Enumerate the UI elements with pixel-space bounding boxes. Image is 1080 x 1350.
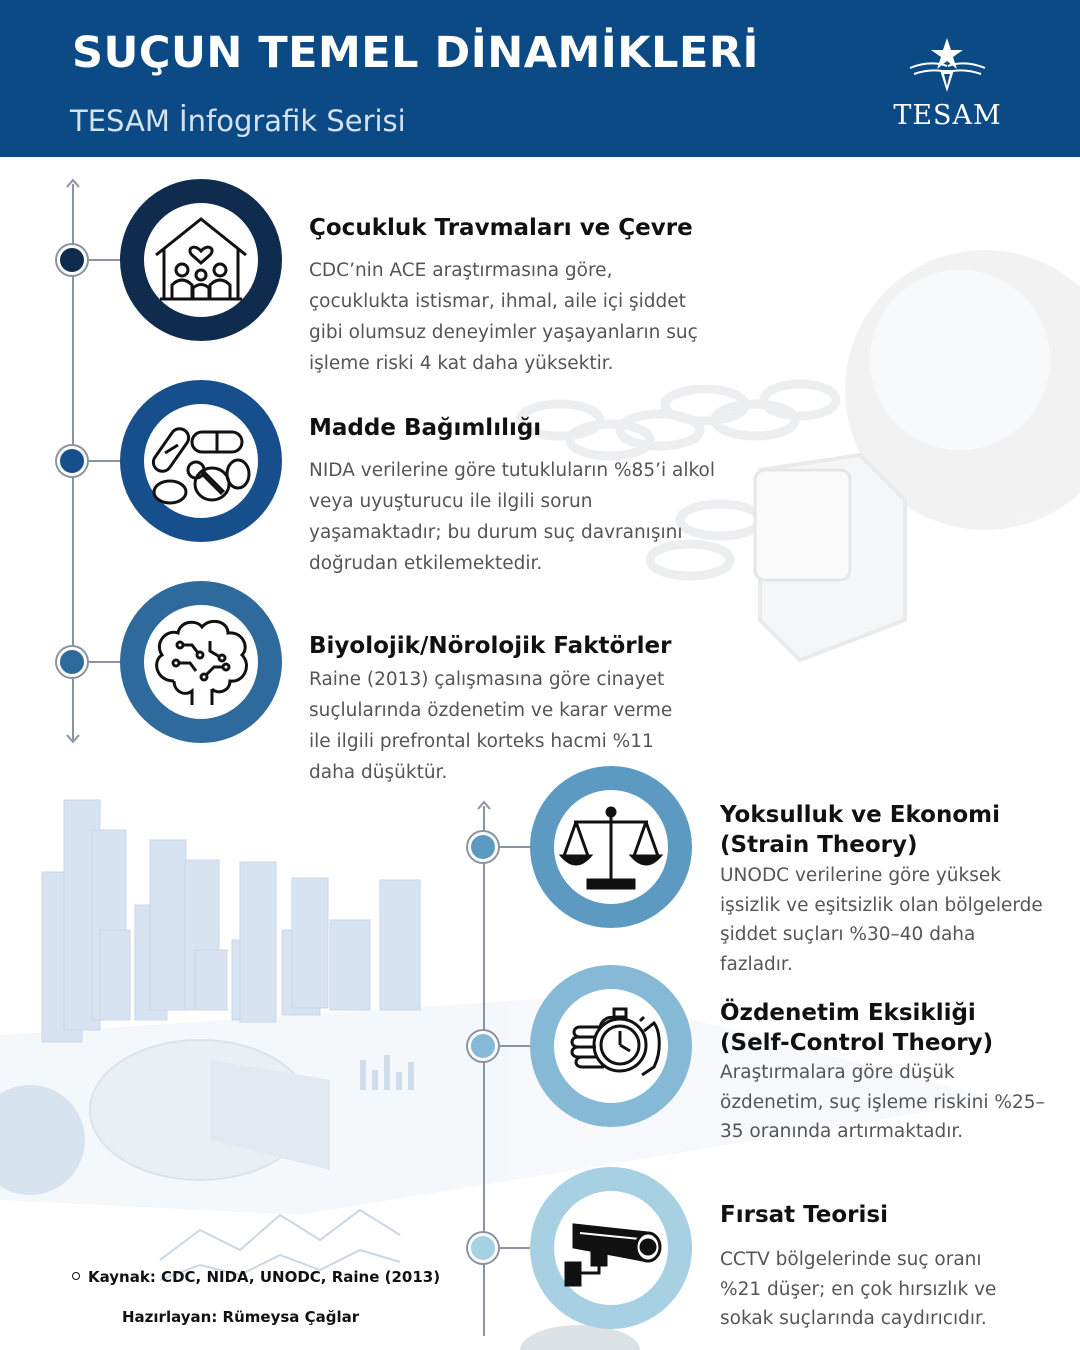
timeline-lower-top-arrow-icon — [477, 800, 491, 810]
timeline-node-5 — [468, 1031, 498, 1061]
item-6-text: CCTV bölgelerinde suç oranı %21 düşer; en çok hırsızlık ve sokak suçlarında caydırıcıdır. — [720, 1249, 997, 1329]
timeline-node-1 — [57, 245, 87, 275]
icon-circle-5 — [530, 965, 692, 1127]
item-1-text: CDC’nin ACE araştırmasına göre, çocuklukta istismar, ihmal, aile içi şiddet gibi olumsuz deneyimler yaşayanların suç işleme riski 4 kat daha yüksektir. — [309, 260, 698, 374]
hand-stopwatch-icon — [544, 979, 678, 1113]
icon-circle-3 — [120, 581, 282, 743]
timeline-node-3 — [57, 647, 87, 677]
icon-circle-1 — [120, 179, 282, 341]
brain-circuit-icon — [134, 595, 268, 729]
icon-circle-6 — [530, 1167, 692, 1329]
cctv-camera-icon — [544, 1181, 678, 1315]
icon-circle-2 — [120, 380, 282, 542]
item-5-title: Özdenetim Eksikliği (Self-Control Theory) — [720, 1000, 994, 1056]
timeline-node-2 — [57, 446, 87, 476]
item-5-text: Araştırmalara göre düşük özdenetim, suç işleme riskini %25– 35 oranında artırmaktadır. — [720, 1062, 1045, 1142]
timeline-node-6 — [468, 1233, 498, 1263]
item-2-text: NIDA verilerine göre tutukluların %85’i alkol veya uyuşturucu ile ilgili sorun yaşamaktadır; bu durum suç davranışını doğrudan etkilemektedir. — [309, 460, 715, 574]
item-1-title: Çocukluk Travmaları ve Çevre — [309, 215, 693, 241]
page-subtitle: TESAM İnfografik Serisi — [70, 104, 406, 138]
timeline-node-4 — [468, 832, 498, 862]
family-house-icon — [134, 193, 268, 327]
source-note: Kaynak: CDC, NIDA, UNODC, Raine (2013) — [72, 1268, 440, 1286]
scales-icon — [544, 780, 678, 914]
item-4-text: UNODC verilerine göre yüksek işsizlik ve eşitsizlik olan bölgelerde şiddet suçları %30–40 daha fazladır. — [720, 865, 1043, 975]
item-2-title: Madde Bağımlılığı — [309, 415, 542, 441]
item-6-title: Fırsat Teorisi — [720, 1202, 888, 1228]
timeline-upper-bottom-arrow-icon — [66, 734, 80, 744]
item-4-title: Yoksulluk ve Ekonomi (Strain Theory) — [720, 802, 1000, 858]
page-title: SUÇUN TEMEL DİNAMİKLERİ — [72, 28, 760, 78]
logo-text: TESAM — [893, 100, 1002, 131]
timeline-upper-top-arrow-icon — [66, 178, 80, 188]
icon-circle-4 — [530, 766, 692, 928]
item-3-text: Raine (2013) çalışmasına göre cinayet suçlularında özdenetim ve karar verme ile ilgili prefrontal korteks hacmi %11 daha düşüktür. — [309, 669, 673, 783]
item-3-title: Biyolojik/Nörolojik Faktörler — [309, 633, 672, 659]
bullet-icon — [72, 1272, 80, 1280]
pills-icon — [134, 394, 268, 528]
author-credit: Hazırlayan: Rümeysa Çağlar — [122, 1308, 360, 1326]
